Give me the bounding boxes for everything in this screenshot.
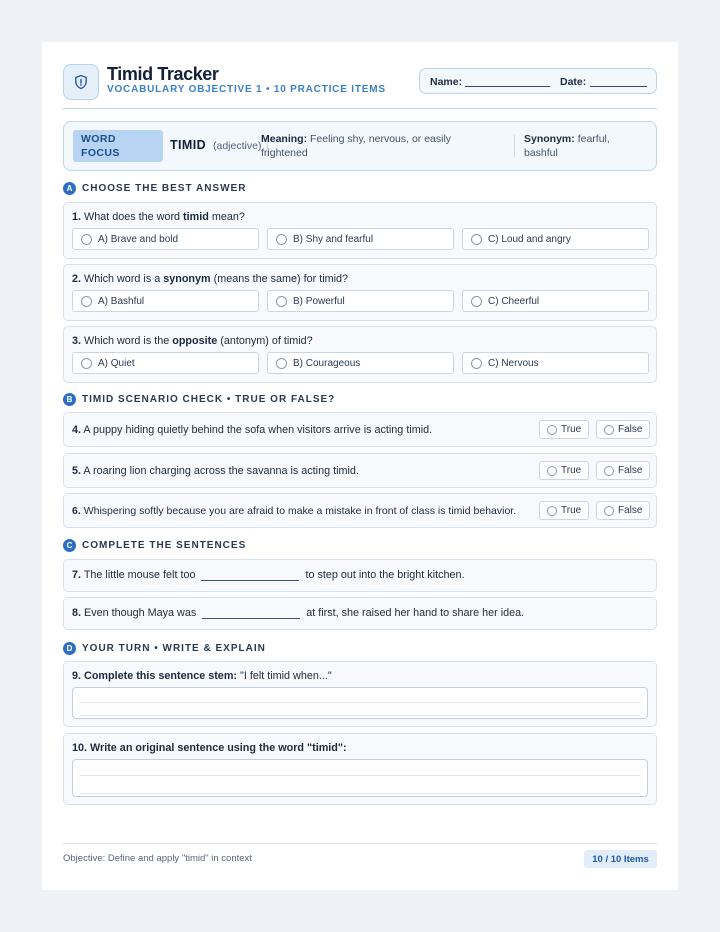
page-subtitle: VOCABULARY OBJECTIVE 1 • 10 PRACTICE ITEMS [107,84,386,95]
section-badge: B [63,393,76,406]
true-option[interactable]: True [539,420,589,439]
name-date-box [419,68,657,94]
radio-icon[interactable] [276,234,287,245]
option-b[interactable]: B) Powerful [267,290,454,312]
blank-field[interactable] [202,618,300,619]
radio-icon[interactable] [604,506,614,516]
section-title: COMPLETE THE SENTENCES [82,539,247,551]
writing-card-10 [63,733,657,805]
section-title: YOUR TURN • WRITE & EXPLAIN [82,642,266,654]
header-divider [63,108,657,109]
question-text: 3. Which word is the opposite (antonym) of timid? [72,335,313,347]
word-focus-badge: WORD FOCUS [73,130,163,162]
section-title: TIMID SCENARIO CHECK • TRUE OR FALSE? [82,393,336,405]
true-option[interactable]: True [539,461,589,480]
radio-icon[interactable] [604,466,614,476]
section-badge: A [63,182,76,195]
section-b-heading [63,392,335,406]
worksheet-page [42,42,678,890]
synonyms: Synonym: fearful, bashful [524,133,610,159]
question-text: 1. What does the word timid mean? [72,211,245,223]
writing-card-9 [63,661,657,727]
option-b[interactable]: B) Shy and fearful [267,228,454,250]
radio-icon[interactable] [81,296,92,307]
fill-in-card-8 [63,597,657,630]
radio-icon[interactable] [471,358,482,369]
option-c[interactable]: C) Nervous [462,352,649,374]
date-field[interactable] [590,86,647,87]
radio-icon[interactable] [471,296,482,307]
question-card-3 [63,326,657,383]
false-option[interactable]: False [596,461,650,480]
meaning: Meaning: Feeling shy, nervous, or easily frightened [261,133,452,159]
word-focus-box [63,121,657,171]
option-b[interactable]: B) Courageous [267,352,454,374]
footer-divider [63,843,657,844]
radio-icon[interactable] [276,296,287,307]
option-a[interactable]: A) Quiet [72,352,259,374]
section-badge: C [63,539,76,552]
header [63,64,657,109]
shield-icon [63,64,99,100]
section-a-heading [63,181,246,195]
statement-text: 4. A puppy hiding quietly behind the sofa when visitors arrive is acting timid. [72,424,433,436]
statement-text: 5. A roaring lion charging across the savanna is acting timid. [72,465,359,477]
radio-icon[interactable] [547,466,557,476]
radio-icon[interactable] [547,506,557,516]
section-badge: D [63,642,76,655]
prompt-text: 10. Write an original sentence using the word "timid": [72,742,347,754]
footer-objective: Objective: Define and apply "timid" in context [63,853,252,864]
blank-field[interactable] [201,580,299,581]
section-d-heading [63,641,266,655]
option-c[interactable]: C) Cheerful [462,290,649,312]
sentence-text: 8. Even though Maya was at first, she raised her hand to share her idea. [72,607,525,619]
false-option[interactable]: False [596,501,650,520]
answer-box[interactable] [72,687,648,719]
answer-box[interactable] [72,759,648,797]
sentence-text: 7. The little mouse felt too to step out into the bright kitchen. [72,569,465,581]
question-text: 2. Which word is a synonym (means the same) for timid? [72,273,349,285]
prompt-text: 9. Complete this sentence stem: "I felt timid when..." [72,670,332,682]
item-count-badge: 10 / 10 Items [584,850,657,868]
fill-in-card-7 [63,559,657,592]
true-false-card-4 [63,412,657,447]
radio-icon[interactable] [547,425,557,435]
true-option[interactable]: True [539,501,589,520]
section-c-heading [63,538,246,552]
radio-icon[interactable] [471,234,482,245]
statement-text: 6. Whispering softly because you are afraid to make a mistake in front of class is timid behavior. [72,505,517,517]
radio-icon[interactable] [81,358,92,369]
question-card-1 [63,202,657,259]
focus-word: TIMID [170,138,207,152]
option-c[interactable]: C) Loud and angry [462,228,649,250]
name-field[interactable] [465,86,550,87]
false-option[interactable]: False [596,420,650,439]
date-label: Date: [560,76,587,88]
true-false-card-5 [63,453,657,488]
radio-icon[interactable] [81,234,92,245]
part-of-speech: (adjective) [213,140,262,152]
radio-icon[interactable] [604,425,614,435]
option-a[interactable]: A) Bashful [72,290,259,312]
name-label: Name: [430,76,463,88]
section-title: CHOOSE THE BEST ANSWER [82,182,247,194]
page-title: Timid Tracker [107,64,219,84]
divider [514,135,515,157]
true-false-card-6 [63,493,657,528]
option-a[interactable]: A) Brave and bold [72,228,259,250]
question-card-2 [63,264,657,321]
radio-icon[interactable] [276,358,287,369]
